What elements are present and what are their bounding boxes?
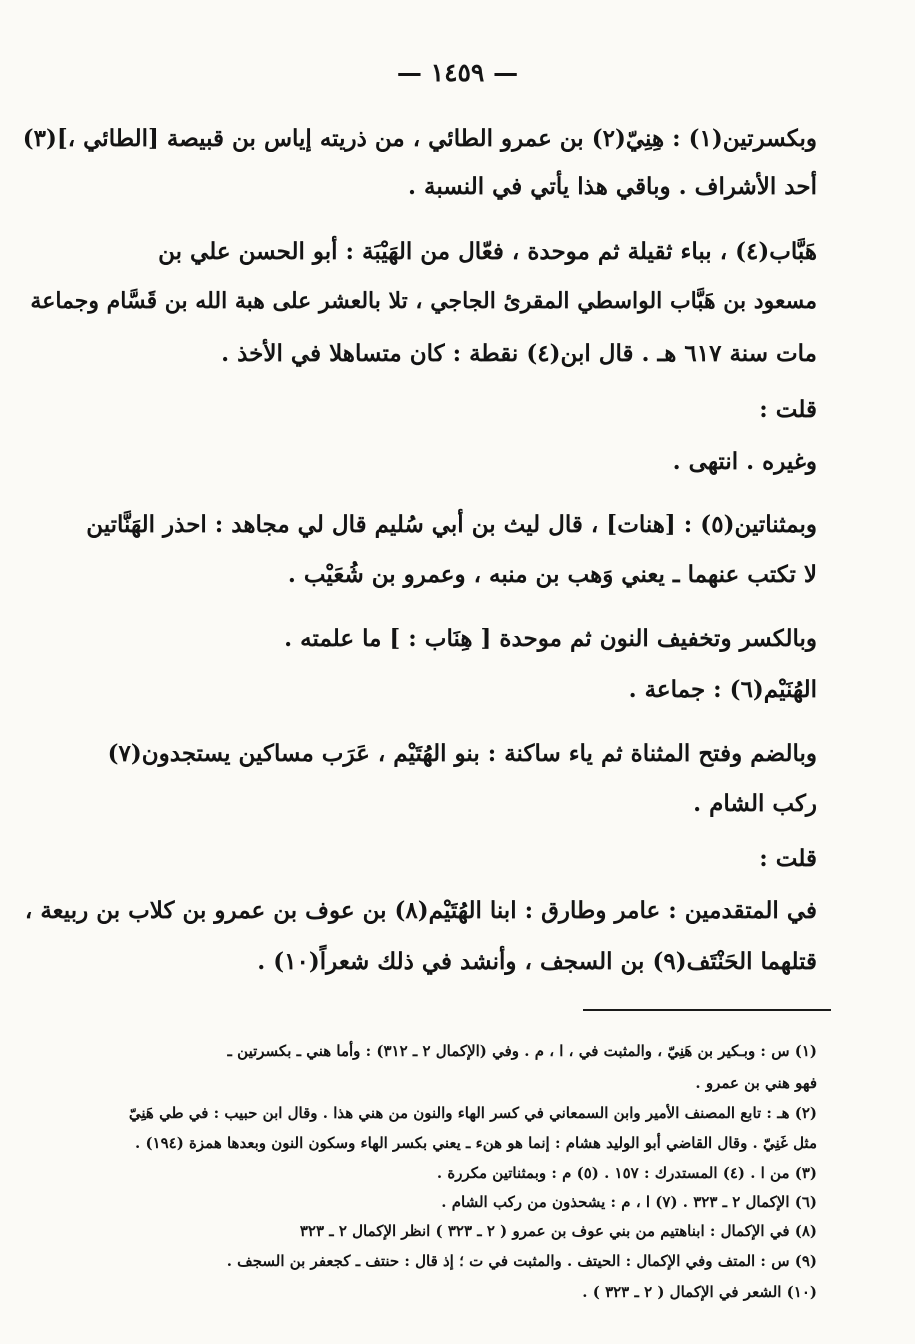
body-line: وبالكسر وتخفيف النون ثم موحدة [ هِنَاب : ] ما علمته . [284, 625, 817, 652]
body-line: وبالضم وفتح المثناة ثم ياء ساكنة : بنو الهُتَيْم ، عَرَب مساكين يستجدون(٧) [107, 740, 817, 767]
body-line: لا تكتب عنهما ـ يعني وَهب بن منبه ، وعمرو بن شُعَيْب . [287, 561, 817, 588]
body-line: مسعود بن هَبَّاب الواسطي المقرئ الجاجي ، تلا بالعشر على هبة الله بن قَسَّام وجماعة [30, 288, 817, 314]
body-line: قلت : [759, 396, 817, 423]
body-line: هَبَّاب(٤) ، بباء ثقيلة ثم موحدة ، فعّال من الهَيْبَة : أبو الحسن علي بن [158, 238, 817, 265]
body-line: وبكسرتين(١) : هِنِيّ(٢) بن عمرو الطائي ، من ذريته إياس بن قبيصة [الطائي ،](٣) [22, 125, 817, 152]
footnote-divider [583, 1009, 831, 1011]
body-line: ركب الشام . [693, 790, 817, 817]
footnote-line: (٢) هـ : تابع المصنف الأمير وابن السمعاني في كسر الهاء والنون من هني هذا . وقال ابن حبيب : في طي هَنِيّ [128, 1104, 817, 1122]
body-line: وغيره . انتهى . [672, 448, 817, 475]
body-line: قلت : [759, 845, 817, 872]
body-line: قتلهما الحَنْتَف(٩) بن السجف ، وأنشد في ذلك شعراً(١٠) . [257, 948, 817, 975]
footnote-line: (٦) الإكمال ٢ ـ ٣٢٣ . (٧) ا ، م : يشحذون من ركب الشام . [441, 1193, 817, 1211]
footnote-line: فهو هني بن عمرو . [695, 1074, 817, 1092]
body-line: مات سنة ٦١٧ هـ . قال ابن(٤) نقطة : كان متساهلا في الأخذ . [221, 340, 817, 367]
footnote-line: (٨) في الإكمال : ابناهتيم من بني عوف بن عمرو ( ٢ ـ ٣٢٣ ) انظر الإكمال ٢ ـ ٣٢٣ [299, 1222, 817, 1240]
footnote-line: (٩) س : المتف وفي الإكمال : الحيتف . والمثبت في ت ؛ إذ قال : حنتف ـ كجعفر بن السجف . [226, 1252, 817, 1270]
body-line: الهُنَيْم(٦) : جماعة . [628, 676, 817, 703]
page-number: — ١٤٥٩ — [396, 58, 519, 87]
body-line: في المتقدمين : عامر وطارق : ابنا الهُتَيْم(٨) بن عوف بن عمرو بن كلاب بن ربيعة ، [24, 897, 817, 924]
footnote-line: (١٠) الشعر في الإكمال ( ٢ ـ ٣٢٣ ) . [582, 1283, 817, 1301]
footnote-line: (٣) من ا . (٤) المستدرك : ١٥٧ . (٥) م : وبمثناتين مكررة . [436, 1164, 817, 1182]
body-line: وبمثناتين(٥) : [هنات] ، قال ليث بن أبي سُليم قال لي مجاهد : احذر الهَنَّاتين [86, 511, 817, 538]
body-line: أحد الأشراف . وباقي هذا يأتي في النسبة . [407, 173, 817, 200]
footnote-line: (١) س : وبـكير بن هَنِيّ ، والمثبت في ، ا ، م . وفي (الإكمال ٢ ـ ٣١٢) : وأما هني ـ بكسرتين ـ [227, 1042, 817, 1060]
footnote-line: مثل غَنِيّ . وقال القاضي أبو الوليد هشام : إنما هو هنء ـ يعني بكسر الهاء وسكون النون وبعدها همزة (١٩٤) . [135, 1134, 817, 1152]
